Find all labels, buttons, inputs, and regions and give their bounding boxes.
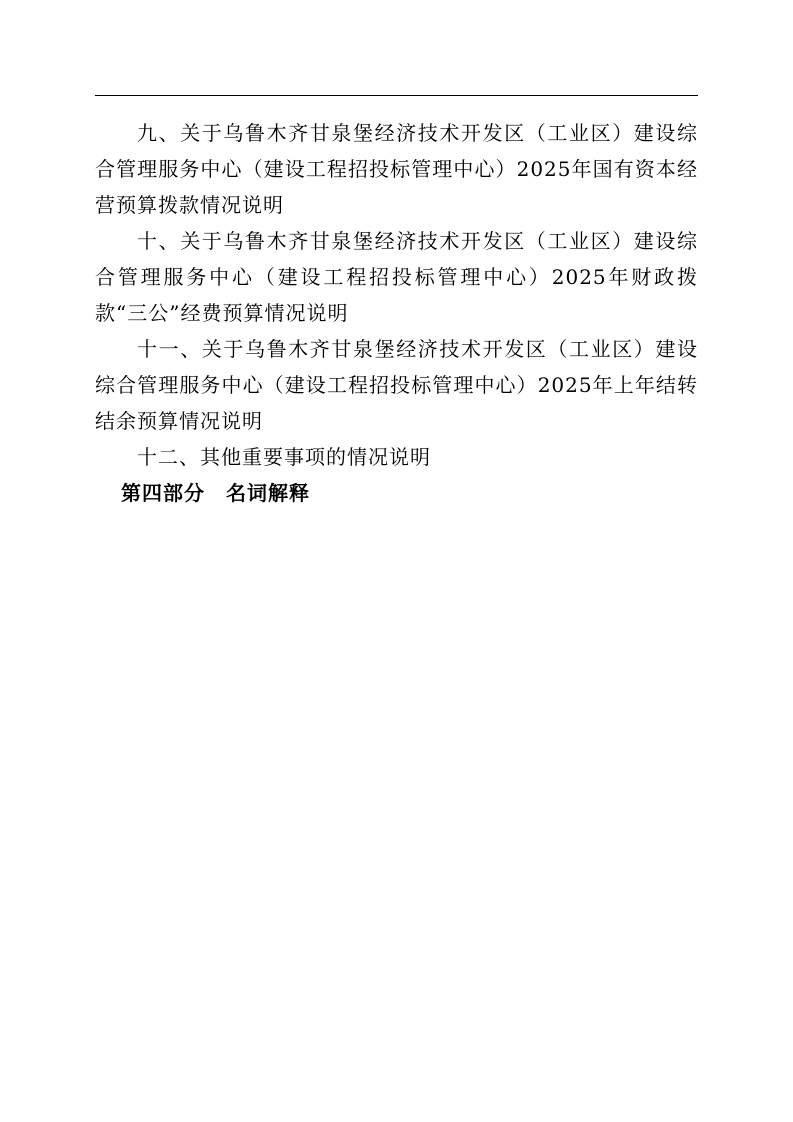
toc-item-11: 十一、关于乌鲁木齐甘泉堡经济技术开发区（工业区）建设综合管理服务中心（建设工程招投标管理中心）2025年上年结转结余预算情况说明 xyxy=(95,337,698,433)
header-rule xyxy=(95,95,698,96)
toc-item-12: 十二、其他重要事项的情况说明 xyxy=(137,445,431,469)
section-heading-part-4: 第四部分 名词解释 xyxy=(121,481,310,505)
toc-content xyxy=(95,115,698,511)
toc-item-10: 十、关于乌鲁木齐甘泉堡经济技术开发区（工业区）建设综合管理服务中心（建设工程招投标管理中心）2025年财政拨款“三公”经费预算情况说明 xyxy=(95,229,698,325)
toc-item-9: 九、关于乌鲁木齐甘泉堡经济技术开发区（工业区）建设综合管理服务中心（建设工程招投标管理中心）2025年国有资本经营预算拨款情况说明 xyxy=(95,121,698,217)
